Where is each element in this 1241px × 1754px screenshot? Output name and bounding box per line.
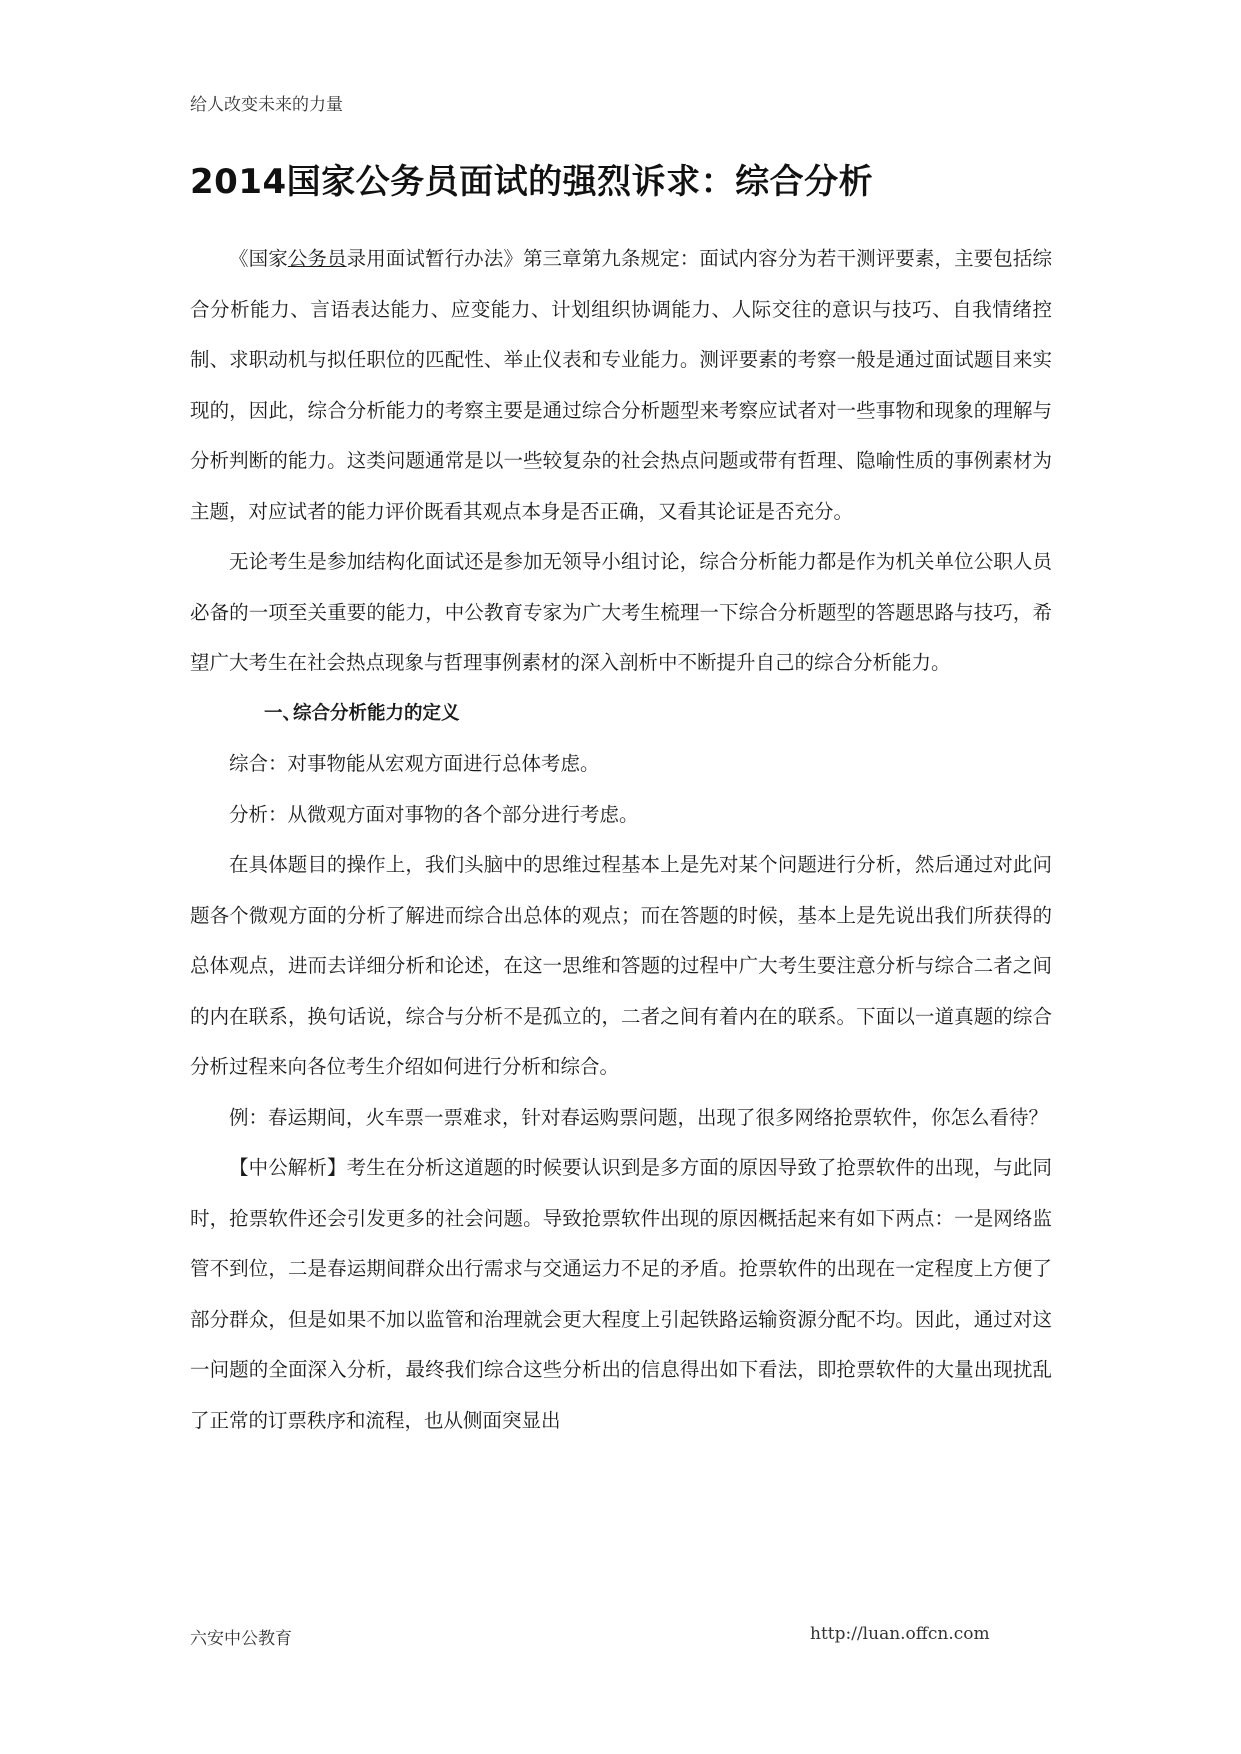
intro-text-start: 《国家 bbox=[229, 247, 288, 270]
intro-text-rest: 录用面试暂行办法》第三章第九条规定：面试内容分为若干测评要素，主要包括综合分析能力、言语表达能力、应变能力、计划组织协调能力、人际交往的意识与技巧、自我情绪控制、求职动机与拟任职位的匹配性、举止仪表和专业能力。测评要素的考察一般是通过面试题目来实现的，因此，综合分析能力的考察主要是通过综合分析题型来考察应试者对一些事物和现象的理解与分析判断的能力。这类问题通常是以一些较复杂的社会热点问题或带有哲理、隐喻性质的事例素材为主题，对应试者的能力评价既看其观点本身是否正确，又看其论证是否充分。 bbox=[190, 247, 1052, 523]
paragraph-method: 在具体题目的操作上，我们头脑中的思维过程基本上是先对某个问题进行分析，然后通过对此问题各个微观方面的分析了解进而综合出总体的观点；而在答题的时候，基本上是先说出我们所获得的总体观点，进而去详细分析和论述，在这一思维和答题的过程中广大考生要注意分析与综合二者之间的内在联系，换句话说，综合与分析不是孤立的，二者之间有着内在的联系。下面以一道真题的综合分析过程来向各位考生介绍如何进行分析和综合。 bbox=[190, 853, 1052, 1078]
paragraph-importance: 无论考生是参加结构化面试还是参加无领导小组讨论，综合分析能力都是作为机关单位公职人员必备的一项至关重要的能力，中公教育专家为广大考生梳理一下综合分析题型的答题思路与技巧，希望广大考生在社会热点现象与哲理事例素材的深入剖析中不断提升自己的综合分析能力。 bbox=[190, 550, 1052, 674]
paragraph-example: 例：春运期间，火车票一票难求，针对春运购票问题，出现了很多网络抢票软件，你怎么看待？ bbox=[229, 1105, 1049, 1129]
section-number: 一、 bbox=[264, 702, 302, 724]
header-tagline: 给人改变未来的力量 bbox=[190, 95, 343, 115]
section-title: 综合分析能力的定义 bbox=[293, 702, 460, 724]
paragraph-analysis: 【中公解析】考生在分析这道题的时候要认识到是多方面的原因导致了抢票软件的出现，与此同时，抢票软件还会引发更多的社会问题。导致抢票软件出现的原因概括起来有如下两点：一是网络监管不到位，二是春运期间群众出行需求与交通运力不足的矛盾。抢票软件的出现在一定程度上方便了部分群众，但是如果不加以监管和治理就会更大程度上引起铁路运输资源分配不均。因此，通过对这一问题的全面深入分析，最终我们综合这些分析出的信息得出如下看法，即抢票软件的大量出现扰乱了正常的订票秩序和流程，也从侧面突显出 bbox=[190, 1156, 1052, 1432]
civil-servant-link[interactable]: 公务员 bbox=[287, 247, 347, 270]
document-title: 2014国家公务员面试的强烈诉求：综合分析 bbox=[190, 162, 874, 202]
paragraph-intro bbox=[190, 234, 1052, 537]
definition-analysis: 分析：从微观方面对事物的各个部分进行考虑。 bbox=[229, 802, 639, 826]
footer-organization: 六安中公教育 bbox=[190, 1629, 292, 1649]
document-body bbox=[190, 234, 1052, 1446]
footer-url[interactable]: http://luan.offcn.com bbox=[810, 1624, 990, 1644]
definition-synthesis: 综合：对事物能从宏观方面进行总体考虑。 bbox=[229, 752, 600, 775]
section-heading-1 bbox=[190, 689, 1052, 740]
